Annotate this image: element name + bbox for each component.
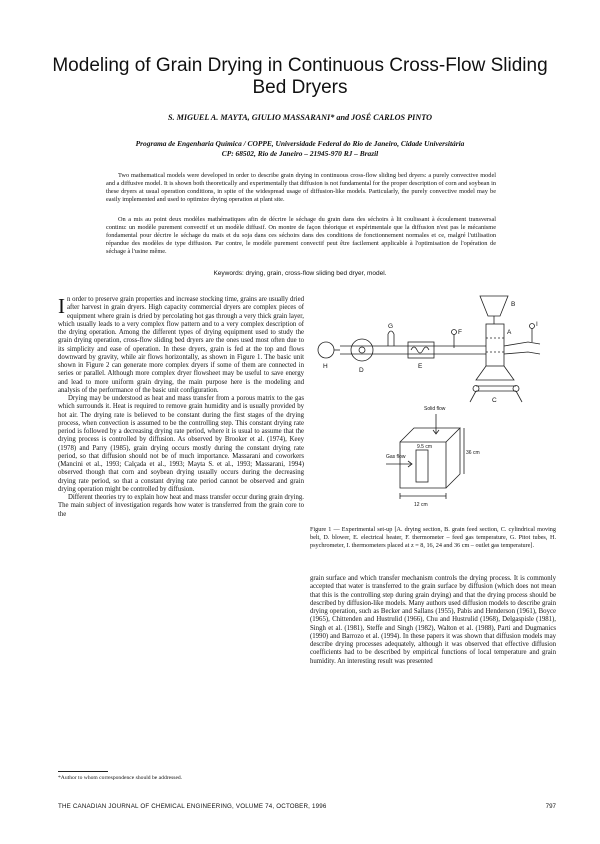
- affiliation-line-1: Programa de Engenharia Química / COPPE, Universidade Federal do Rio de Janeiro, Cidade Universitária: [135, 139, 465, 148]
- label-h: H: [323, 363, 328, 370]
- abstract-english: Two mathematical models were developed in order to describe grain drying in continuous cross-flow sliding bed dryers: a purely convective model and a diffusive model. It is shown both theoretically and experimentally that diffusion is not fundamental for the proper description of corn and soybean in these dryers at usual operation conditions, in spite of the widespread usage of diffusion-like models. Particularly, the purely convective model may be easily implemented and used to optimize drying operation at plant site.: [106, 172, 496, 204]
- body-paragraph-1: [58, 296, 304, 395]
- label-e: E: [418, 363, 423, 370]
- body-paragraph-4: grain surface and which transfer mechanism controls the drying process. It is commonly accepted that water is transferred to the grain surface by diffusion (which does not mean that this is the controlling step during grain drying) and that the drying process should be described by diffusion-like models. Many authors used diffusion models to describe grain drying operation, such as Becker and Sallans (1955), Pabis and Henderson (1961), Boyce (1965), Chittenden and Hustrulid (1966), Chu and Hustrulid (1968), Delgaspisle (1981), Singh et al. (1981), Steffe and Singh (1982), Walton et al. (1988), Parti and Dugmanics (1990) and Barrozo et al. (1994). In these papers it was shown that diffusion models may describe drying processes adequately, although it was observed that effective diffusion coefficients had to be described by empirical functions of local temperature and grain humidity. An interesting result was presented: [310, 575, 556, 665]
- footnote-rule: [58, 771, 108, 772]
- body-paragraph-1-text: n order to preserve grain properties and increase stocking time, grains are usually dried after harvest in grain dryers. High capacity commercial dryers are complex pieces of equipment where grain is dried by percolating hot gas through a very thick grain layer, which usually leads to a very complex flow pattern and to a very complex description of the drying operation. Among the different types of drying equipment used to study the grain drying operation, cross-flow sliding bed dryers are the ones used most often due to its simplicity and ease of operation. In these dryers, grain is fed at the top and flows downward by gravity, while air flows horizontally, as shown in Figure 1. The basic unit shown in Figure 2 can generate more complex dryers if some of them are connected in series or parallel. Although more complex dryer flowsheet may be useful to save energy and lead to more uniform grain drying, the main purpose here is the modeling and analysis of the performance of the basic unit configuration.: [58, 296, 304, 394]
- label-g: G: [388, 323, 394, 330]
- label-d: D: [359, 367, 364, 374]
- body-paragraph-3: Different theories try to explain how heat and mass transfer occur during grain drying. The main subject of investigation regards how water is transferred from the grain core to the: [58, 494, 304, 518]
- keywords: Keywords: drying, grain, cross-flow sliding bed dryer, model.: [213, 270, 387, 277]
- journal-footer: THE CANADIAN JOURNAL OF CHEMICAL ENGINEERING, VOLUME 74, OCTOBER, 1996: [58, 803, 327, 810]
- page-number: 797: [545, 803, 556, 810]
- abstract-french: On a mis au point deux modèles mathématiques afin de décrire le séchage du grain dans des séchoirs à lit coulissant à écoulement transversal continu: un modèle purement convectif et un modèle diffusif. On montre de façon théorique et expérimentale que la diffusion n'est pas le mécanisme fondamental pour décrire le séchage du maïs et du soja dans ces séchoirs dans des conditions de fonctionnement normales et ce, malgré l'utilisation répandue des modèles de type diffusion. Par contre, le modèle purement convectif peut être facilement applicable à l'optimisation de l'opération de séchage à l'usine même.: [106, 216, 496, 256]
- figure-1: [304, 292, 560, 520]
- author-list: S. MIGUEL A. MAYTA, GIULIO MASSARANI* and JOSÉ CARLOS PINTO: [167, 113, 433, 122]
- footnote: *Author to whom correspondence should be addressed.: [58, 775, 183, 781]
- dimension-label-c: 36 cm: [466, 450, 480, 456]
- affiliation-line-2: CP: 68502, Rio de Janeiro – 21945-970 RJ – Brazil: [221, 149, 379, 158]
- label-i: I: [536, 321, 538, 328]
- right-column: [310, 575, 556, 666]
- label-b: B: [511, 301, 516, 308]
- body-paragraph-2: Drying may be understood as heat and mass transfer from a porous matrix to the gas which surrounds it. Heat is required to remove grain humidity and is usually provided by hot air. The drying rate is believed to be constant during the first stages of the drying process, when convection is assumed to be the controlling step. This constant drying rate period is followed by a decreasing drying rate period, where it is usual to assume that the drying process is controlled by diffusion. As observed by Brooker et al. (1974), Keey (1978) and Parry (1985), grain drying occurs mostly during the constant drying rate period, so that diffusion should not be of much importance. Massarani and coworkers (Mancini et al., 1993; Calçada et al., 1993; Mayta S. et al., 1993; Massarani, 1994) observed though that corn and soybean drying usually occurs during the decreasing drying rate period, so that a constant drying rate period cannot be observed and grain drying operation might be controlled by diffusion.: [58, 395, 304, 493]
- label-a: A: [507, 329, 512, 336]
- paper-title: Modeling of Grain Drying in Continuous Cross-Flow Sliding Bed Dryers: [52, 55, 548, 98]
- gas-flow-label: Gas flow: [386, 454, 406, 460]
- label-c: C: [492, 397, 497, 404]
- drop-cap: I: [58, 294, 65, 318]
- dimension-label-b: 9.5 cm: [417, 444, 433, 450]
- dimension-label-a: 12 cm: [414, 502, 428, 508]
- left-column: [58, 296, 304, 519]
- figure-1-caption: Figure 1 — Experimental set-up [A. drying section, B. grain feed section, C. cylindrical moving belt, D. blower, E. electrical heater, F. thermometer – feed gas temperature, G. Pitot tubes, H. psychrometer, I. thermometers placed at z = 8, 16, 24 and 36 cm – outlet gas temperature].: [310, 526, 556, 549]
- label-f: F: [458, 329, 462, 336]
- solid-flow-label: Solid flow: [424, 406, 446, 412]
- experimental-setup-diagram: [304, 292, 560, 520]
